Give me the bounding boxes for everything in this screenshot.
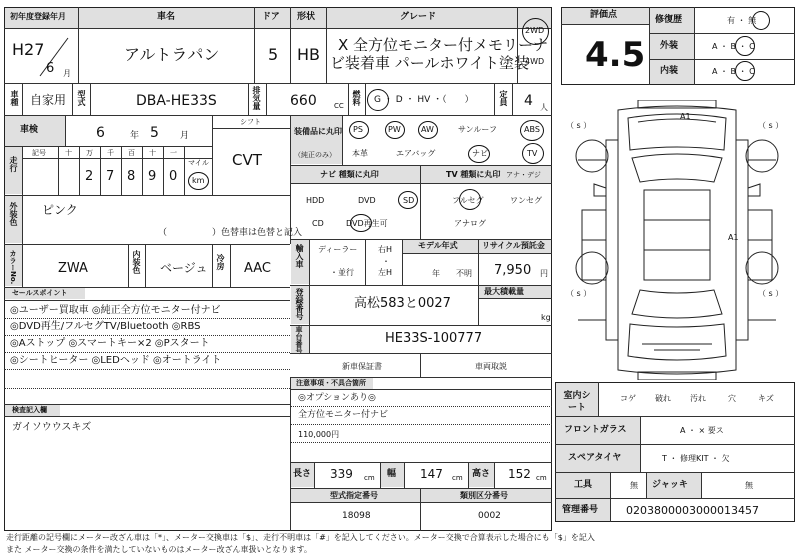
- car-name: アルトラパン: [124, 45, 220, 64]
- seat-item-0: コゲ: [620, 394, 636, 403]
- equip-leather: 本革: [352, 149, 368, 158]
- management-label: 管理番号: [562, 505, 599, 515]
- car-manual: 車両取説: [475, 362, 507, 371]
- fuel-options: G ・ D ・ HV ・（ ）: [374, 95, 474, 105]
- management-value: 0203800003000013457: [626, 504, 759, 517]
- equipment-sublabel: （純正のみ）: [294, 151, 336, 159]
- footer-line-1: 走行距離の記号欄にメーター改ざん車は「*」、メーター交換車は「$」、走行不明車は「#」を記入してください。メーター交換で合算表示した場合にも「$」を記入: [6, 533, 595, 542]
- rating-value: 4.5: [585, 35, 646, 75]
- notes-line-1: ◎オプションあり◎: [298, 393, 376, 403]
- door-count: 5: [268, 45, 279, 64]
- equip-abs: ABS: [524, 125, 540, 134]
- import-left-h: 左H: [378, 268, 393, 277]
- shape-label: 形状: [297, 12, 316, 22]
- width-label: 幅: [387, 469, 397, 479]
- max-load-label: 最大積載量: [484, 287, 524, 296]
- mileage-digit-4: 9: [148, 169, 157, 184]
- model-year-unknown: 不明: [456, 269, 472, 278]
- import-right-h: 右H: [378, 245, 393, 254]
- first-reg-year: H27: [12, 40, 45, 59]
- digit-label-5: 一: [170, 149, 177, 157]
- grade-label: グレード: [400, 12, 437, 22]
- inspector-value: ガイソウウスキズ: [12, 422, 92, 433]
- model-year-label: モデル年式: [418, 241, 458, 250]
- door-label: ドア: [262, 12, 280, 22]
- color-no-label: カラーNo.: [9, 250, 17, 285]
- diagram-bracket-2: （ s ）: [758, 121, 784, 130]
- drive-4wd: 4WD: [525, 57, 545, 66]
- height-unit: cm: [536, 474, 547, 482]
- equip-tv: TV: [527, 149, 538, 158]
- displacement-label: 排気量: [252, 86, 261, 110]
- spare-label: スペアタイヤ: [568, 453, 622, 463]
- chassis-label: 車台番号: [295, 326, 303, 354]
- usage-label: 車種: [10, 90, 19, 106]
- digit-label-4: 十: [149, 149, 156, 157]
- import-dot: ・: [382, 257, 390, 266]
- windshield-label: フロントガラス: [564, 425, 627, 435]
- sales-point-3: ◎Aストップ ◎スマートキー×2 ◎Pスタート: [10, 338, 210, 349]
- footer-line-2: また メーター交換の条件を満たしていないものはメーター改ざん車扱いとなります。: [6, 545, 312, 554]
- repair-options: 有 ・ 無: [727, 16, 757, 25]
- body-shape: HB: [297, 45, 321, 64]
- seat-item-3: 穴: [728, 394, 736, 403]
- mileage-label: 走行: [9, 156, 18, 172]
- tools-none: 無: [630, 481, 638, 490]
- mileage-sign-label: 記号: [32, 149, 46, 157]
- usage-value: 自家用: [30, 93, 67, 107]
- class-number-label: 類別区分番号: [460, 491, 508, 500]
- displacement-unit: CC: [334, 102, 344, 110]
- tv-oneseg: ワンセグ: [510, 196, 542, 205]
- registration-label: 登録番号: [295, 288, 304, 320]
- inspection-year: 6: [96, 125, 105, 141]
- color-label: 外装色: [9, 202, 18, 226]
- car-diagram: [558, 100, 796, 380]
- equip-navi: ナビ: [472, 149, 488, 158]
- model-year-unit: 年: [432, 269, 440, 278]
- navi-type-label: ナビ 種類に丸印: [320, 170, 379, 179]
- sales-point-4: ◎シートヒーター ◎LEDヘッド ◎オートライト: [10, 355, 222, 366]
- repair-none-circle: [752, 11, 770, 30]
- capacity-label: 定員: [499, 90, 508, 106]
- class-number-value: 0002: [478, 511, 501, 521]
- shift-value: CVT: [232, 151, 262, 169]
- equip-aw: AW: [421, 125, 434, 134]
- navi-dvd: DVD: [358, 196, 376, 205]
- digit-label-0: 十: [65, 149, 72, 157]
- model-label: 型式: [77, 90, 86, 106]
- capacity-value: 4: [524, 93, 533, 109]
- interior-grades: A ・ B ・ C: [712, 67, 755, 76]
- height-label: 高さ: [472, 469, 491, 479]
- mileage-digit-2: 7: [106, 169, 115, 184]
- fuel-label: 燃料: [352, 90, 361, 106]
- recycle-label: リサイクル預託金: [482, 241, 545, 250]
- sales-point-2: ◎DVD再生/フルセグTV/Bluetooth ◎RBS: [10, 321, 201, 332]
- mileage-digit-5: 0: [169, 169, 178, 184]
- sales-points-label: セールスポイント: [12, 289, 68, 297]
- inspection-year-unit: 年: [130, 131, 140, 141]
- tv-analog: アナログ: [454, 219, 486, 228]
- ac-value: AAC: [244, 261, 271, 276]
- equip-ps: PS: [353, 125, 363, 134]
- diagram-mark-1: A1: [680, 112, 691, 121]
- length-value: 339: [330, 467, 353, 481]
- width-value: 147: [420, 467, 443, 481]
- exterior-b-circle: [735, 36, 755, 56]
- inspector-label: 検査記入欄: [12, 406, 47, 414]
- notes-line-2: 全方位モニター付ナビ: [298, 410, 389, 420]
- notes-line-3: 110,000円: [298, 430, 340, 439]
- seat-item-2: 汚れ: [690, 394, 706, 403]
- import-parallel: ・並行: [330, 268, 354, 277]
- width-unit: cm: [452, 474, 463, 482]
- inspection-month: 5: [150, 125, 159, 141]
- digit-label-1: 万: [86, 149, 93, 157]
- navi-dvd-play: DVD再生可: [346, 219, 388, 228]
- grade-line-2: ビ装着車 パールホワイト塗装: [330, 54, 530, 72]
- digit-label-3: 百: [128, 149, 135, 157]
- color-no-value: ZWA: [58, 261, 88, 276]
- recycle-value: 7,950: [494, 263, 532, 278]
- interior-label: 内装: [660, 66, 679, 76]
- mileage-digit-1: 2: [85, 169, 94, 184]
- equip-airbag: エアバッグ: [396, 149, 436, 158]
- first-reg-month: 6: [46, 61, 55, 76]
- equip-pw: PW: [388, 125, 401, 134]
- spec-number-label: 型式指定番号: [330, 491, 378, 500]
- max-load-unit: kg: [541, 313, 551, 322]
- diagram-bracket-4: （ s ）: [758, 289, 784, 298]
- recycle-yen: 円: [540, 269, 548, 278]
- length-unit: cm: [364, 474, 375, 482]
- tv-type-label: TV 種類に丸印: [446, 170, 501, 179]
- digit-label-2: 千: [107, 149, 114, 157]
- import-label: 輸入車: [295, 244, 304, 268]
- displacement-value: 660: [290, 93, 317, 109]
- spare-options: T ・ 修理KIT ・ 欠: [662, 454, 730, 463]
- color-value: ピンク: [42, 203, 78, 217]
- mile-label: マイル: [188, 159, 209, 167]
- sales-point-1: ◎ユーザー買取車 ◎純正全方位モニター付ナビ: [10, 305, 221, 316]
- seat-item-4: キズ: [758, 394, 774, 403]
- km-value: km: [192, 176, 205, 185]
- exterior-label: 外装: [660, 41, 679, 51]
- jack-label: ジャッキ: [652, 480, 688, 490]
- tv-fullseg: フルセグ: [452, 196, 484, 205]
- first-reg-label: 初年度登録年月: [10, 12, 66, 21]
- import-dealer: ディーラー: [318, 245, 358, 254]
- exterior-grades: A ・ B ・ C: [712, 42, 755, 51]
- registration-value: 高松583と0027: [354, 296, 451, 311]
- inspection-month-unit: 月: [180, 131, 190, 141]
- spec-number-value: 18098: [342, 511, 371, 521]
- drive-2wd: 2WD: [525, 26, 545, 35]
- car-name-label: 車名: [157, 12, 176, 22]
- color-note: （ ）色替車は色替と記入: [158, 228, 303, 238]
- inspection-label: 車検: [20, 125, 39, 135]
- first-reg-month-unit: 月: [63, 69, 71, 78]
- new-car-warranty: 新車保証書: [342, 362, 382, 371]
- model-value: DBA-HE33S: [136, 93, 217, 109]
- navi-cd: CD: [312, 219, 324, 228]
- capacity-unit: 人: [540, 103, 548, 112]
- diagram-bracket-3: （ s ）: [566, 289, 592, 298]
- shift-label: シフト: [240, 118, 261, 126]
- grade-line-1: X 全方位モニター付メモリーナ: [338, 36, 549, 54]
- tools-label: 工具: [574, 480, 593, 490]
- ac-label: 冷房: [216, 254, 225, 270]
- interior-color-label: 内装色: [132, 250, 141, 274]
- diagram-bracket-1: （ s ）: [566, 121, 592, 130]
- equip-sunroof: サンルーフ: [458, 125, 497, 134]
- interior-b-circle: [735, 61, 755, 81]
- chassis-value: HE33S-100777: [385, 331, 483, 346]
- mileage-digit-3: 8: [127, 169, 136, 184]
- windshield-options: A ・ × 要ス: [680, 426, 724, 435]
- height-value: 152: [508, 467, 531, 481]
- navi-hdd: HDD: [306, 196, 325, 205]
- interior-color-value: ベージュ: [160, 261, 208, 275]
- interior-seat-label: 室内シート: [563, 391, 591, 413]
- diagram-mark-2: A1: [728, 233, 739, 242]
- seat-item-1: 破れ: [655, 394, 671, 403]
- length-label: 長さ: [293, 469, 312, 479]
- notes-label: 注意事項・不具合箇所: [296, 379, 366, 387]
- rating-label: 評価点: [590, 10, 618, 20]
- jack-none: 無: [745, 481, 753, 490]
- equipment-label: 装備品に丸印: [294, 127, 342, 136]
- tv-ana-digi: アナ・デジ: [506, 171, 541, 179]
- navi-sd: SD: [403, 196, 415, 205]
- repair-label: 修復歴: [655, 15, 683, 25]
